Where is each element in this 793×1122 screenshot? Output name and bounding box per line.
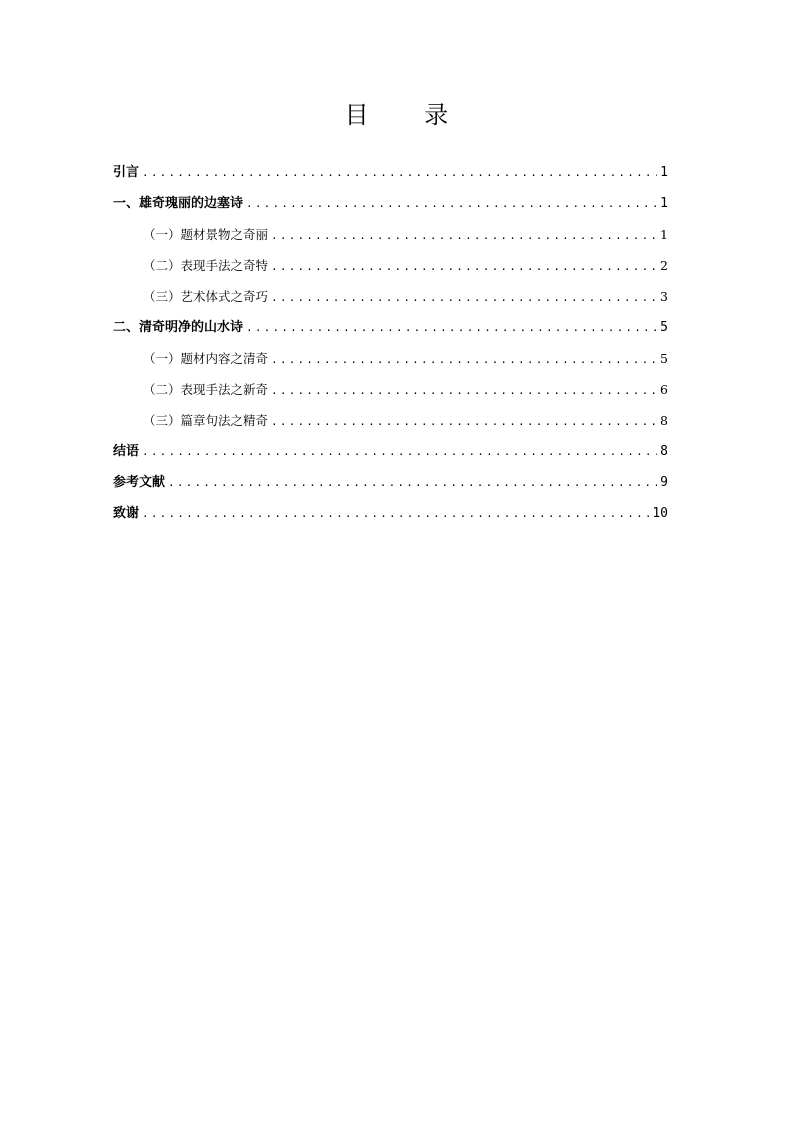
toc-page-number: 3 (660, 289, 668, 304)
toc-entry-label: 致谢 (113, 506, 140, 521)
toc-dot-leader (246, 315, 657, 340)
toc-entry-section-2-3[interactable] (113, 408, 668, 439)
toc-dot-leader (142, 439, 657, 464)
toc-dot-leader (271, 285, 657, 310)
toc-dot-leader (168, 470, 657, 495)
toc-entry-section-1-2[interactable] (113, 253, 668, 284)
toc-dot-leader (271, 223, 657, 248)
toc-entry-section-2-2[interactable] (113, 377, 668, 408)
toc-dot-leader (246, 191, 657, 216)
toc-page-number: 5 (660, 351, 668, 366)
toc-entry-label: 结语 (113, 444, 140, 459)
toc-page-number: 10 (652, 506, 668, 521)
toc-entry-label: 一、雄奇瑰丽的边塞诗 (113, 196, 244, 211)
toc-entry-references[interactable] (113, 470, 668, 501)
toc-page-number: 1 (660, 196, 668, 211)
toc-page-number: 8 (660, 413, 668, 428)
toc-page-number: 9 (660, 475, 668, 490)
toc-dot-leader (271, 409, 657, 434)
toc-entry-label: （二）表现手法之奇特 (143, 258, 269, 273)
toc-entry-chapter-2[interactable] (113, 315, 668, 346)
toc-entry-label: （三）篇章句法之精奇 (143, 413, 269, 428)
toc-entry-label: 引言 (113, 165, 140, 180)
toc-page-number: 1 (660, 165, 668, 180)
toc-entry-label: 参考文献 (113, 475, 166, 490)
toc-dot-leader (142, 501, 649, 526)
toc-dot-leader (271, 378, 657, 403)
toc-page-number: 6 (660, 382, 668, 397)
table-of-contents (113, 160, 668, 532)
toc-entry-label: （一）题材内容之清奇 (143, 351, 269, 366)
toc-page-number: 8 (660, 444, 668, 459)
toc-entry-introduction[interactable] (113, 160, 668, 191)
toc-entry-label: 二、清奇明净的山水诗 (113, 320, 244, 335)
toc-entry-acknowledgements[interactable] (113, 501, 668, 532)
toc-entry-section-2-1[interactable] (113, 346, 668, 377)
toc-dot-leader (271, 254, 657, 279)
toc-entry-label: （一）题材景物之奇丽 (143, 227, 269, 242)
toc-page-number: 1 (660, 227, 668, 242)
toc-entry-conclusion[interactable] (113, 439, 668, 470)
toc-entry-chapter-1[interactable] (113, 191, 668, 222)
toc-dot-leader (142, 160, 657, 185)
toc-entry-label: （三）艺术体式之奇巧 (143, 289, 269, 304)
toc-page-number: 5 (660, 320, 668, 335)
toc-dot-leader (271, 347, 657, 372)
page-title: 目 录 (344, 101, 473, 129)
toc-entry-section-1-1[interactable] (113, 222, 668, 253)
toc-entry-label: （二）表现手法之新奇 (143, 382, 269, 397)
toc-page-number: 2 (660, 258, 668, 273)
toc-entry-section-1-3[interactable] (113, 284, 668, 315)
